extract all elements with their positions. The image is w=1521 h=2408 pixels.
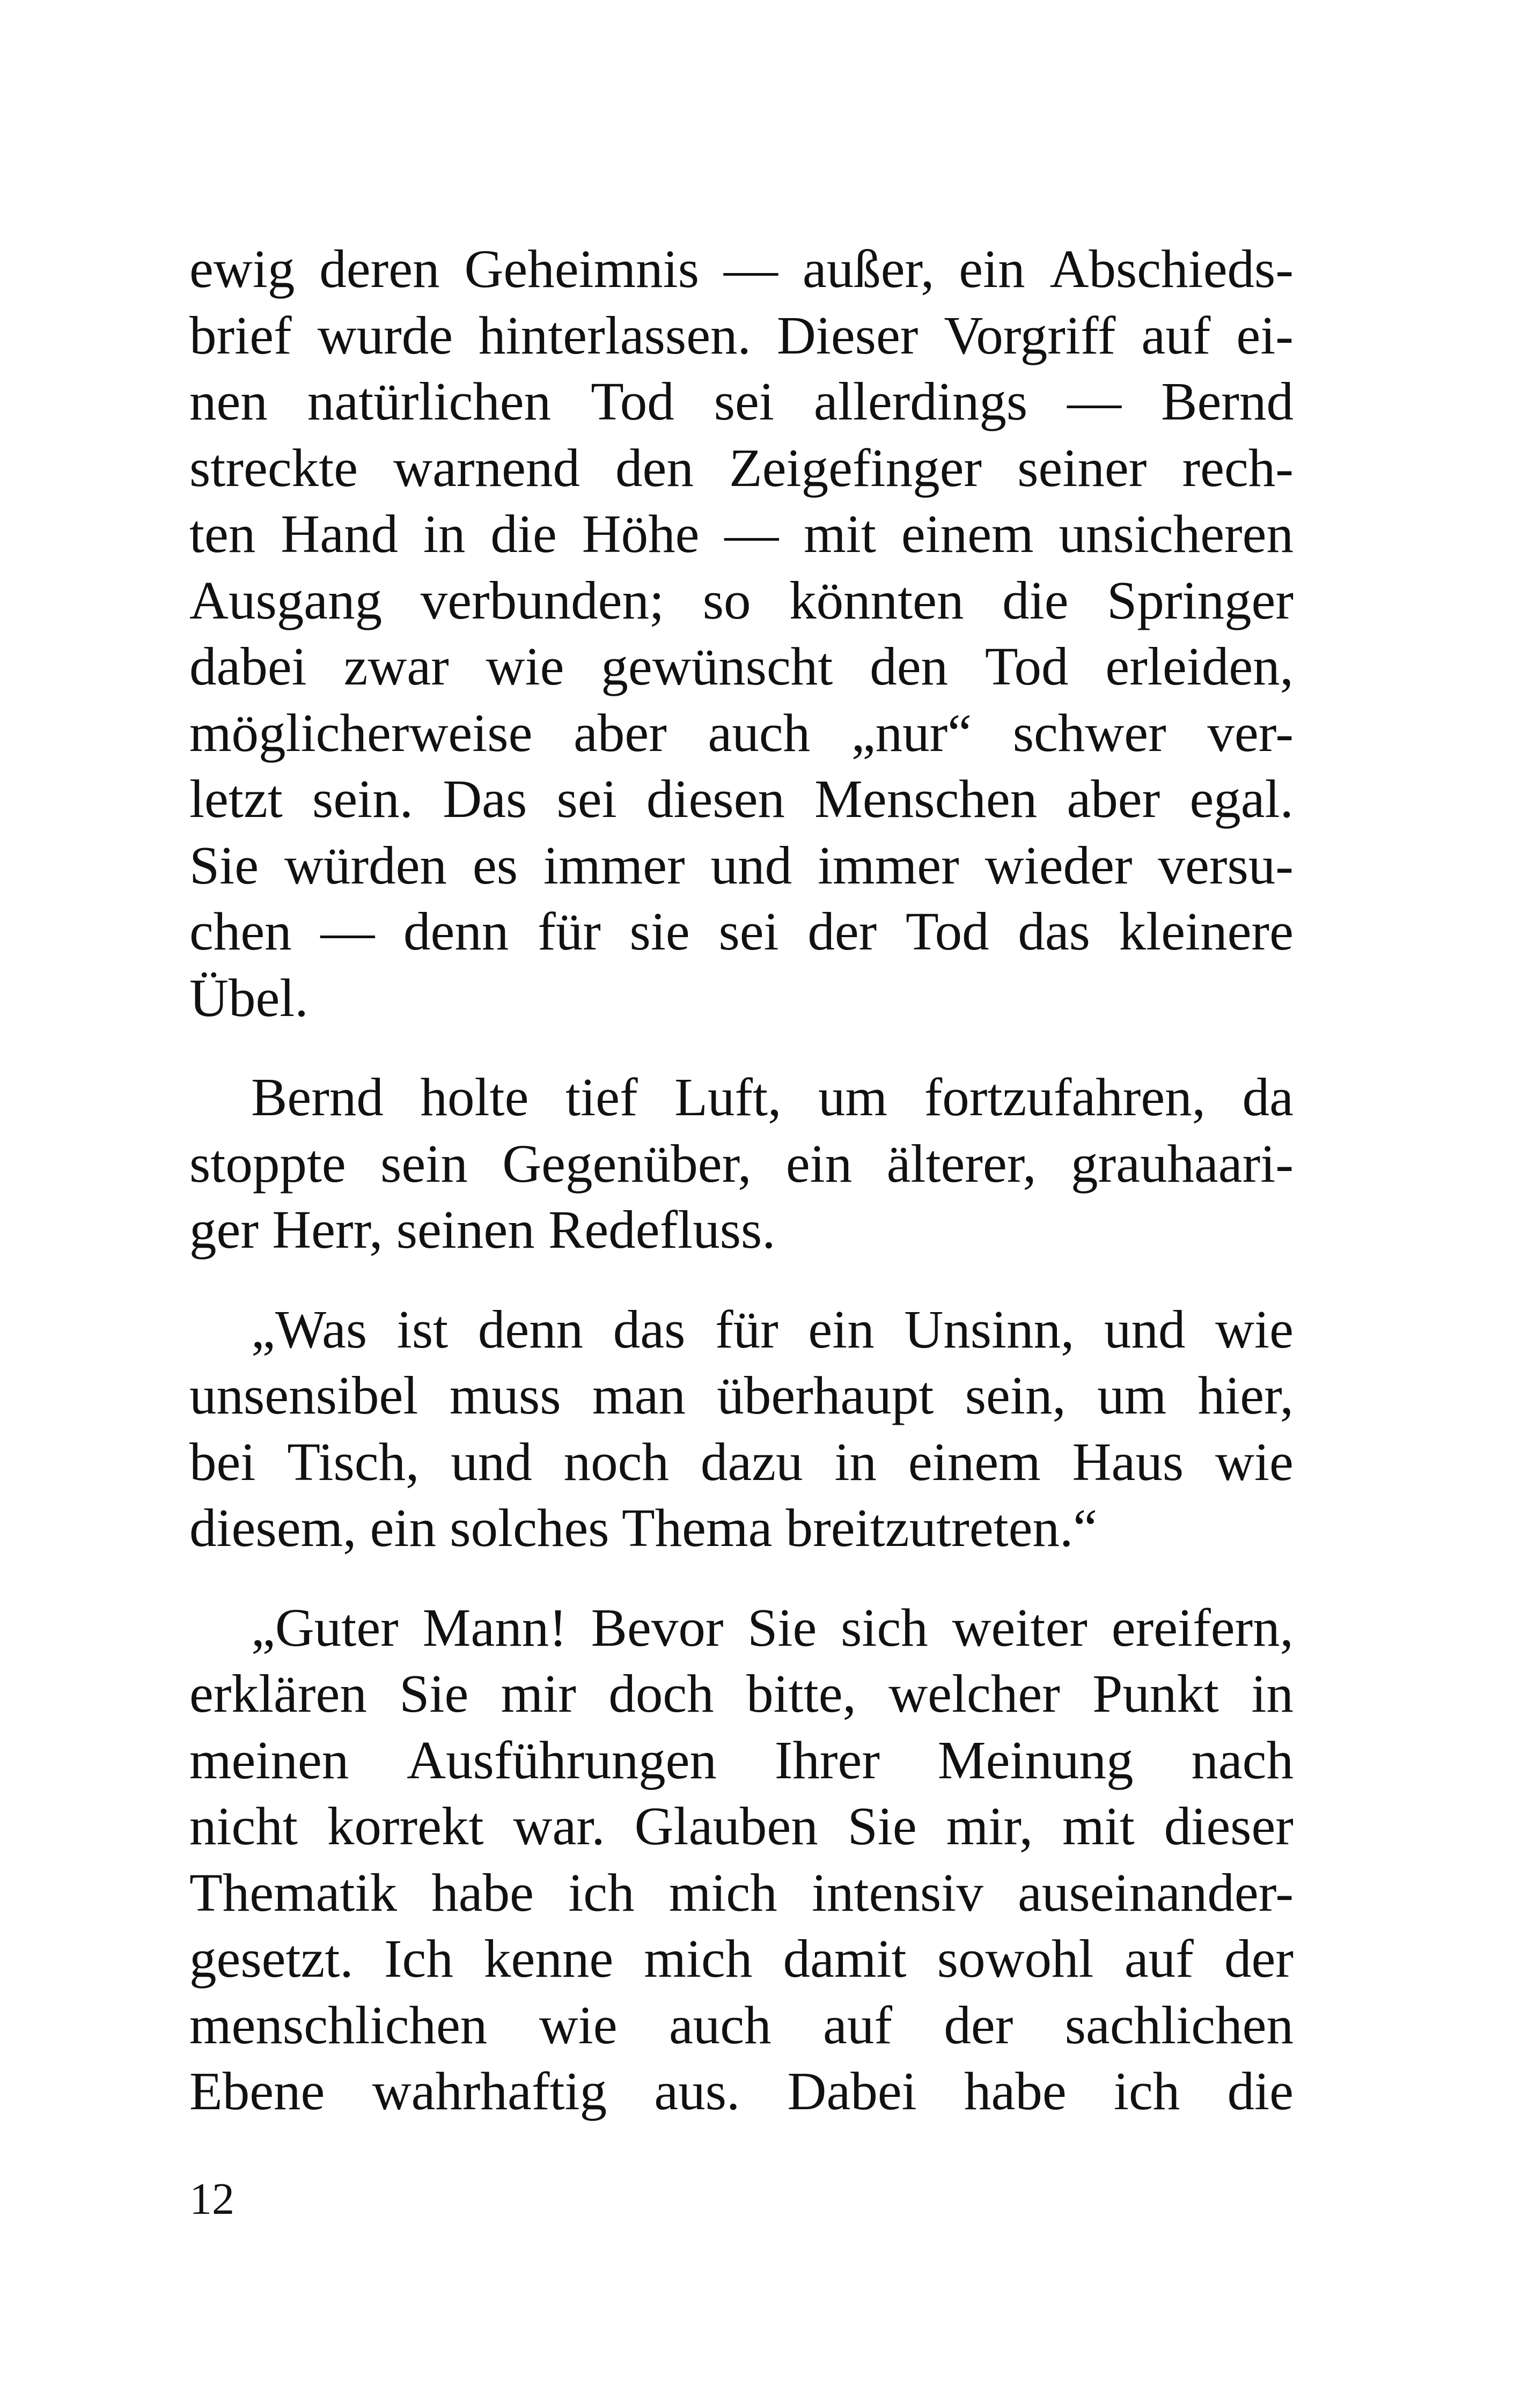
- paragraph: [189, 1064, 1294, 1263]
- text-line: Sie würden es immer und immer wieder versu-: [189, 835, 1294, 895]
- text-line: nicht korrekt war. Glauben Sie mir, mit dieser: [189, 1796, 1294, 1856]
- text-line: meinen Ausführungen Ihrer Meinung nach: [189, 1729, 1294, 1790]
- text-line: Ausgang verbunden; so könnten die Springer: [189, 570, 1294, 630]
- text-line: Thematik habe ich mich intensiv auseinander-: [189, 1862, 1294, 1923]
- text-line: erklären Sie mir doch bitte, welcher Punkt in: [189, 1663, 1294, 1724]
- text-line: stoppte sein Gegenüber, ein älterer, grauhaari-: [189, 1133, 1294, 1194]
- text-line: letzt sein. Das sei diesen Menschen aber egal.: [189, 769, 1294, 829]
- text-line: streckte warnend den Zeigefinger seiner rech-: [189, 437, 1294, 498]
- page-number: 12: [189, 2174, 234, 2224]
- text-line: menschlichen wie auch auf der sachlichen: [189, 1994, 1294, 2055]
- text-line: ewig deren Geheimnis — außer, ein Abschieds-: [189, 239, 1294, 299]
- text-line: chen — denn für sie sei der Tod das kleinere: [189, 901, 1294, 961]
- paragraph-gap: [189, 1263, 1294, 1297]
- text-line: dabei zwar wie gewünscht den Tod erleiden,: [189, 636, 1294, 696]
- text-line: nen natürlichen Tod sei allerdings — Bernd: [189, 371, 1294, 431]
- text-line: unsensibel muss man überhaupt sein, um hier,: [189, 1365, 1294, 1425]
- paragraph: [189, 236, 1294, 1031]
- paragraph-gap: [189, 1031, 1294, 1064]
- paragraph: [189, 1595, 1294, 2125]
- text-line: „Guter Mann! Bevor Sie sich weiter ereifern,: [251, 1597, 1294, 1658]
- text-line: brief wurde hinterlassen. Dieser Vorgriff auf ei-: [189, 305, 1294, 365]
- text-line: ten Hand in die Höhe — mit einem unsicheren: [189, 504, 1294, 564]
- text-line: Übel.: [189, 967, 308, 1028]
- text-line: bei Tisch, und noch dazu in einem Haus wie: [189, 1431, 1294, 1492]
- text-line: gesetzt. Ich kenne mich damit sowohl auf der: [189, 1928, 1294, 1989]
- body-text: [189, 236, 1294, 2125]
- text-line: diesem, ein solches Thema breitzutreten.“: [189, 1498, 1098, 1558]
- text-line: möglicherweise aber auch „nur“ schwer ver-: [189, 702, 1294, 763]
- paragraph: [189, 1297, 1294, 1562]
- text-line: ger Herr, seinen Redefluss.: [189, 1199, 776, 1260]
- text-line: Bernd holte tief Luft, um fortzufahren, da: [251, 1067, 1294, 1127]
- paragraph-gap: [189, 1562, 1294, 1595]
- text-line: Ebene wahrhaftig aus. Dabei habe ich die: [189, 2061, 1294, 2121]
- text-line: „Was ist denn das für ein Unsinn, und wie: [251, 1299, 1294, 1359]
